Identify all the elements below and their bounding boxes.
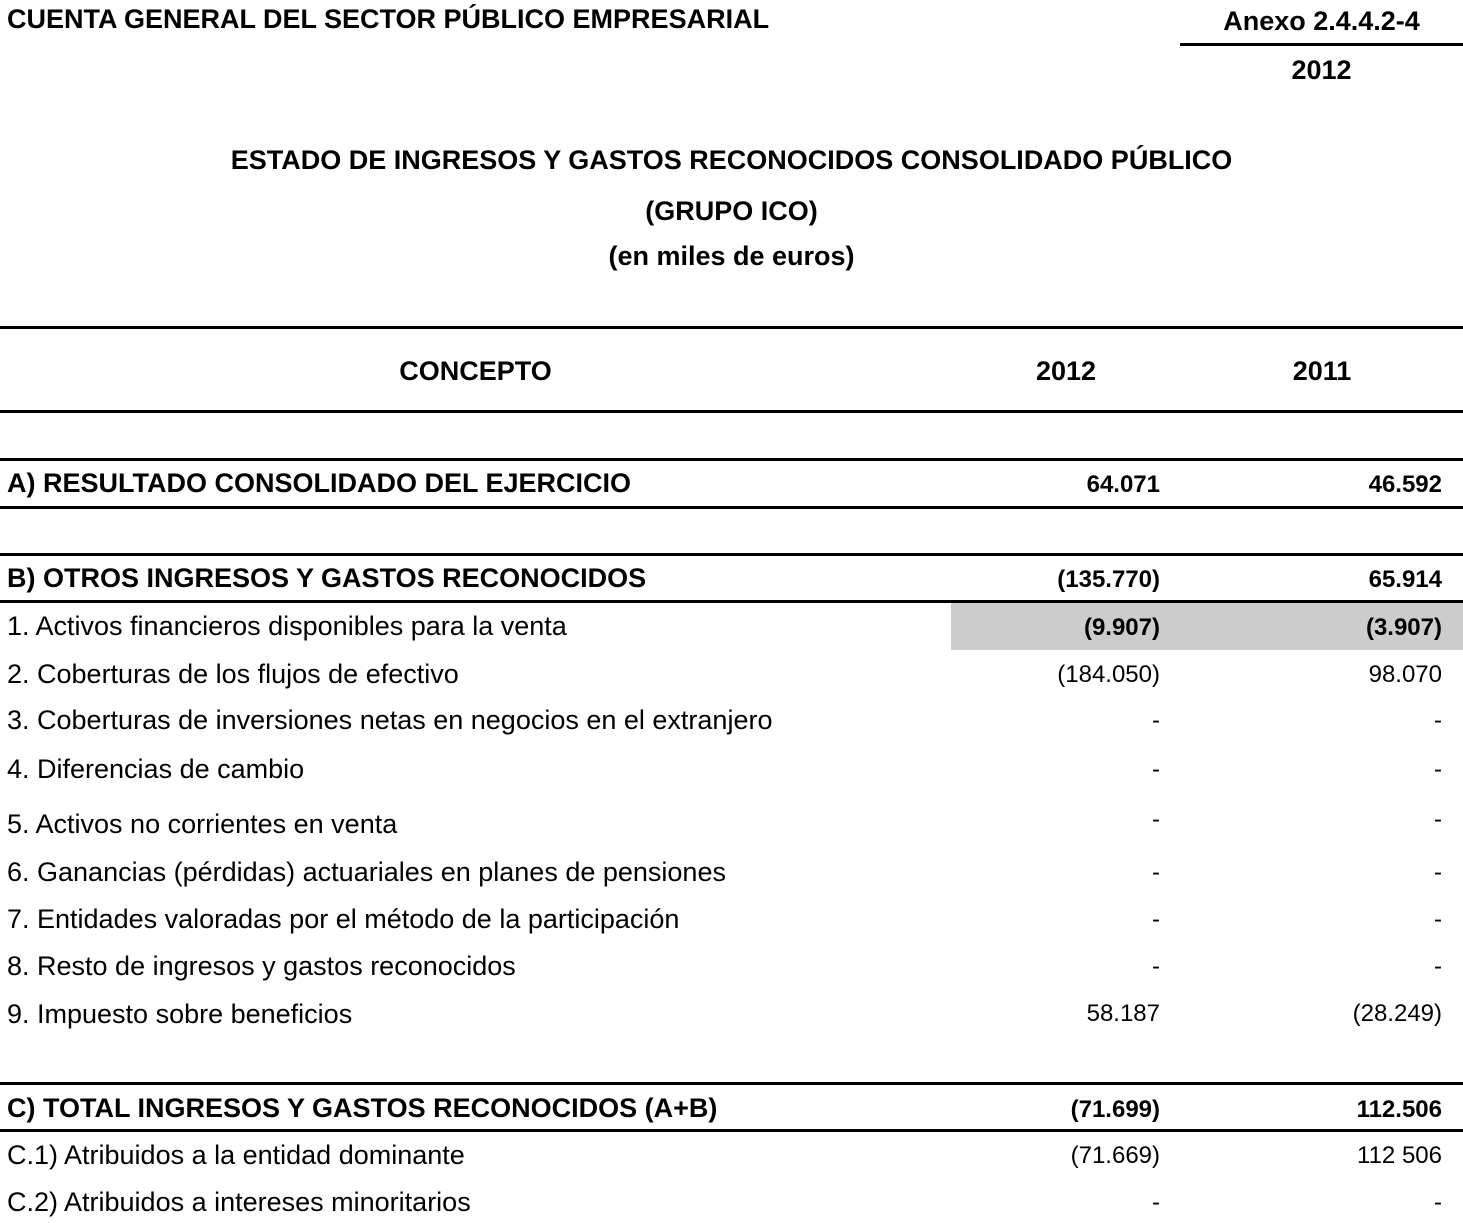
row-label-c2: C.2) Atribuidos a intereses minoritarios bbox=[7, 1187, 471, 1217]
report-year: 2012 bbox=[1291, 55, 1352, 85]
page-title: ESTADO DE INGRESOS Y GASTOS RECONOCIDOS CONSOLIDADO PÚBLICO bbox=[230, 145, 1233, 175]
row-label-3: 3. Coberturas de inversiones netas en negocios en el extranjero bbox=[7, 705, 773, 735]
row-label-c1: C.1) Atribuidos a la entidad dominante bbox=[7, 1140, 465, 1170]
row-label-9: 9. Impuesto sobre beneficios bbox=[7, 999, 353, 1029]
row-label-a: A) RESULTADO CONSOLIDADO DEL EJERCICIO bbox=[7, 468, 632, 498]
column-header-2012: 2012 bbox=[1035, 356, 1097, 386]
row-value-a-2012: 64.071 bbox=[1086, 471, 1160, 498]
row-value-9-2012: 58.187 bbox=[1086, 1000, 1160, 1027]
row-value-4-2011: - bbox=[1434, 756, 1442, 783]
row-value-b-2012: (135.770) bbox=[1057, 566, 1160, 593]
section-b-top-rule bbox=[0, 553, 1463, 556]
column-header-2011: 2011 bbox=[1292, 356, 1352, 386]
document-header-org: CUENTA GENERAL DEL SECTOR PÚBLICO EMPRESARIAL bbox=[7, 4, 770, 34]
annex-number: Anexo 2.4.4.2-4 bbox=[1223, 6, 1420, 36]
table-header-rule bbox=[0, 410, 1463, 413]
row-value-1-2012: (9.907) bbox=[1083, 614, 1160, 641]
page-subtitle: (GRUPO ICO) bbox=[645, 196, 818, 226]
row-value-8-2012: - bbox=[1152, 953, 1160, 980]
row-value-c-2012: (71.699) bbox=[1070, 1096, 1160, 1123]
section-c-bottom-rule bbox=[0, 1129, 1463, 1132]
row-value-5-2011: - bbox=[1434, 806, 1442, 833]
section-a-bottom-rule bbox=[0, 506, 1463, 509]
row-value-a-2011: 46.592 bbox=[1368, 471, 1442, 498]
row-value-c2-2011: - bbox=[1434, 1189, 1442, 1216]
row-value-c-2011: 112.506 bbox=[1356, 1096, 1442, 1123]
row-value-3-2012: - bbox=[1152, 707, 1160, 734]
row-value-6-2012: - bbox=[1152, 859, 1160, 886]
row-value-6-2011: - bbox=[1434, 859, 1442, 886]
row-value-3-2011: - bbox=[1434, 707, 1442, 734]
row-value-b-2011: 65.914 bbox=[1368, 566, 1442, 593]
row-value-8-2011: - bbox=[1434, 953, 1442, 980]
row-label-6: 6. Ganancias (pérdidas) actuariales en planes de pensiones bbox=[7, 857, 726, 887]
row-value-9-2011: (28.249) bbox=[1352, 1000, 1442, 1027]
row-value-4-2012: - bbox=[1152, 756, 1160, 783]
annex-underline bbox=[1180, 43, 1463, 46]
row-label-7: 7. Entidades valoradas por el método de la participación bbox=[7, 904, 680, 934]
row-label-8: 8. Resto de ingresos y gastos reconocidos bbox=[7, 951, 516, 981]
section-a-top-rule bbox=[0, 458, 1463, 461]
row-value-c1-2012: (71.669) bbox=[1070, 1142, 1160, 1169]
table-top-rule bbox=[0, 326, 1463, 329]
row-label-1: 1. Activos financieros disponibles para la venta bbox=[7, 611, 567, 641]
row-label-c: C) TOTAL INGRESOS Y GASTOS RECONOCIDOS (A+B) bbox=[7, 1093, 718, 1123]
row-label-b: B) OTROS INGRESOS Y GASTOS RECONOCIDOS bbox=[7, 563, 647, 593]
row-value-7-2012: - bbox=[1152, 906, 1160, 933]
row-value-c2-2012: - bbox=[1152, 1189, 1160, 1216]
row-label-2: 2. Coberturas de los flujos de efectivo bbox=[7, 659, 459, 689]
row-label-5: 5. Activos no corrientes en venta bbox=[7, 809, 398, 839]
column-header-concept: CONCEPTO bbox=[399, 356, 552, 386]
row-value-5-2012: - bbox=[1152, 806, 1160, 833]
row-value-1-2011: (3.907) bbox=[1365, 614, 1442, 641]
row-value-2-2011: 98.070 bbox=[1368, 661, 1442, 688]
row-value-c1-2011: 112 506 bbox=[1357, 1142, 1442, 1169]
section-c-top-rule bbox=[0, 1082, 1463, 1085]
units-note: (en miles de euros) bbox=[608, 241, 855, 271]
row-value-7-2011: - bbox=[1434, 906, 1442, 933]
row-value-2-2012: (184.050) bbox=[1057, 661, 1160, 688]
row-label-4: 4. Diferencias de cambio bbox=[7, 754, 305, 784]
